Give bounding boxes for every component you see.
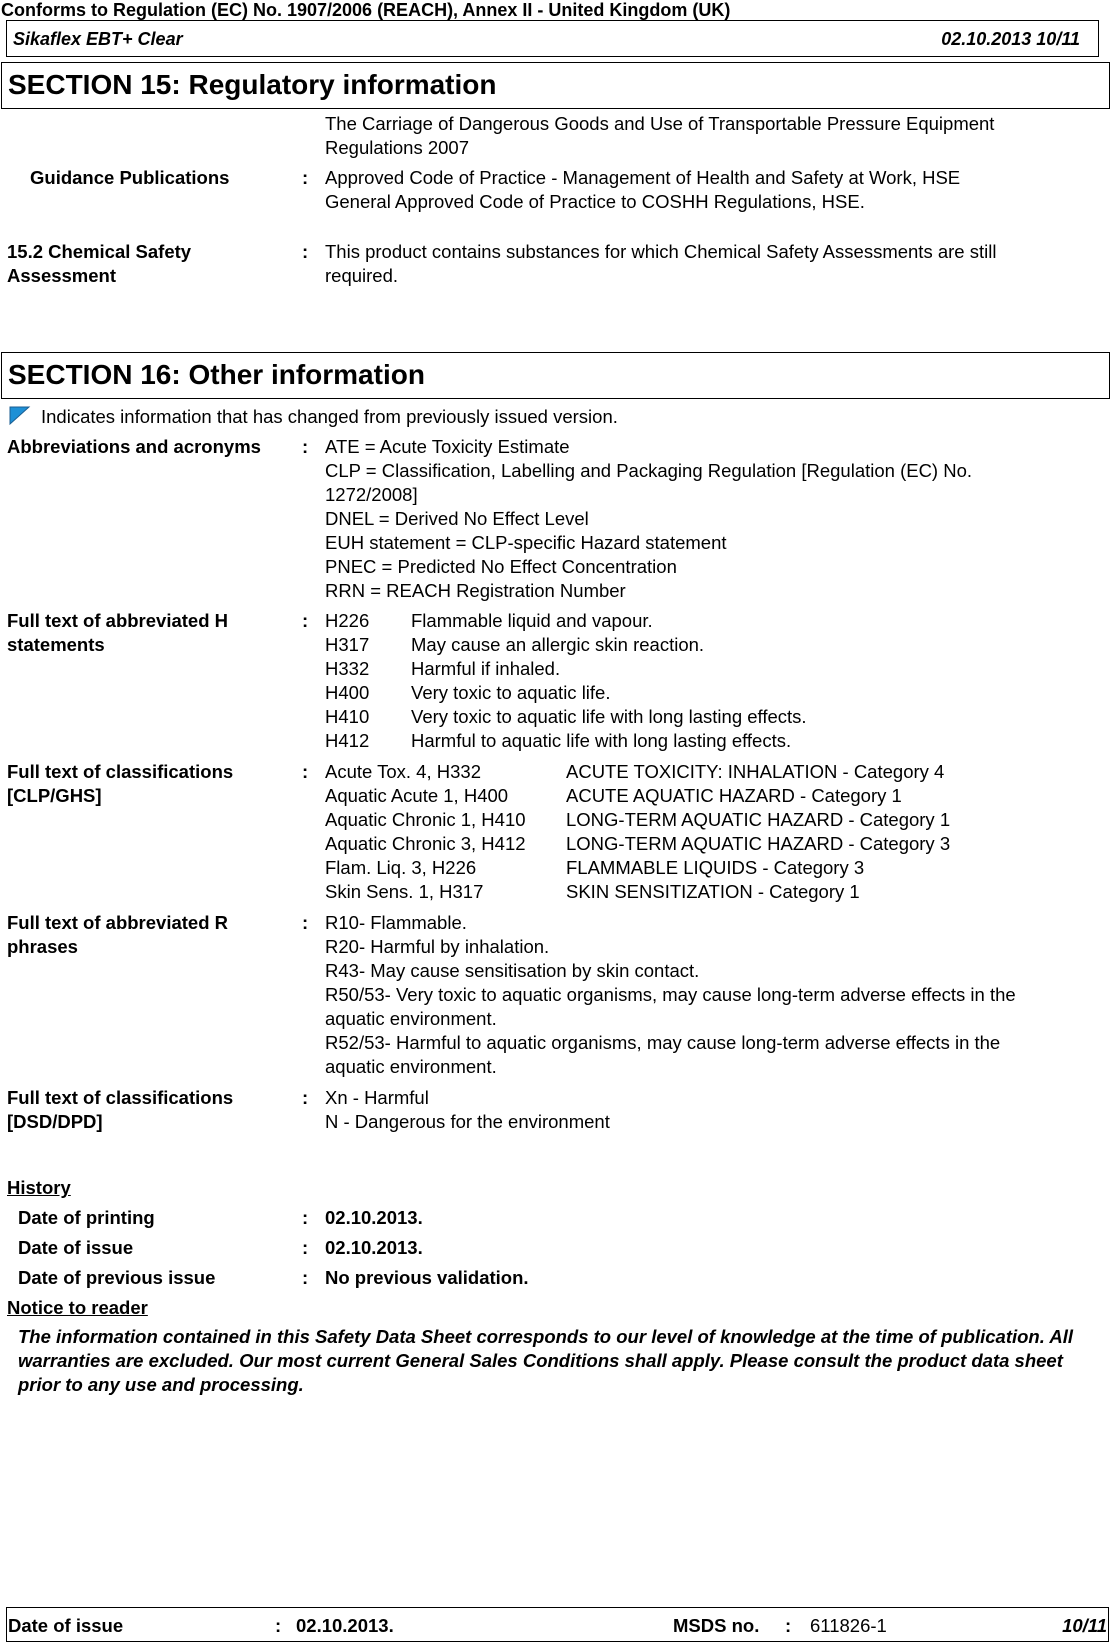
r-phrase-line: R50/53- Very toxic to aquatic organisms, may cause long-term adverse effects in the (325, 984, 1016, 1005)
classification-code: Flam. Liq. 3, H226 (325, 857, 477, 878)
label-line: phrases (7, 936, 78, 957)
h-statements-list (325, 609, 807, 753)
footer-box (6, 1607, 1109, 1642)
section-16-title: SECTION 16: Other information (8, 359, 425, 390)
r-phrase-line: aquatic environment. (325, 1008, 497, 1029)
abbreviation-line: 1272/2008] (325, 484, 418, 505)
dsd-classifications-list (325, 1086, 610, 1134)
notice-text: The information contained in this Safety Data Sheet corresponds to our level of knowledge at the time of publication. All warranties are excluded. Our most current General Sales Conditions shall apply. Please consult the product data sheet prior to any use and processing. (18, 1326, 1073, 1395)
label-line: Full text of abbreviated H (7, 610, 229, 631)
h-statement-row (325, 633, 807, 657)
colon: : (302, 1237, 309, 1258)
text-line: required. (325, 265, 399, 286)
header-date-page: 02.10.2013 10/11 (941, 29, 1080, 49)
h-text: Very toxic to aquatic life with long lasting effects. (411, 706, 807, 727)
classification-text: ACUTE AQUATIC HAZARD - Category 1 (566, 785, 902, 806)
r-phrase-line: R52/53- Harmful to aquatic organisms, may cause long-term adverse effects in the (325, 1032, 1001, 1053)
text-line: Regulations 2007 (325, 137, 469, 158)
classification-row (325, 880, 950, 904)
history-heading: History (7, 1177, 71, 1198)
classification-text: FLAMMABLE LIQUIDS - Category 3 (566, 857, 865, 878)
product-name: Sikaflex EBT+ Clear (13, 29, 183, 49)
history-value: No previous validation. (325, 1267, 529, 1288)
dsd-classifications-label (7, 1086, 233, 1134)
h-text: Harmful if inhaled. (411, 658, 561, 679)
history-label: Date of issue (18, 1237, 134, 1258)
label-line: [DSD/DPD] (7, 1111, 103, 1132)
h-statement-row (325, 705, 807, 729)
notice-heading: Notice to reader (7, 1297, 148, 1318)
h-code: H317 (325, 634, 370, 655)
r-phrase-line: R10- Flammable. (325, 912, 467, 933)
h-text: Very toxic to aquatic life. (411, 682, 611, 703)
text-line: General Approved Code of Practice to COSHH Regulations, HSE. (325, 191, 865, 212)
chemical-safety-assessment-label (7, 240, 191, 288)
classification-text: SKIN SENSITIZATION - Category 1 (566, 881, 860, 902)
classification-code: Aquatic Chronic 1, H410 (325, 809, 526, 830)
abbreviation-line: EUH statement = CLP-specific Hazard statement (325, 532, 727, 553)
history-value: 02.10.2013. (325, 1207, 423, 1228)
text-line: The Carriage of Dangerous Goods and Use of Transportable Pressure Equipment (325, 113, 995, 134)
clp-classifications-label (7, 760, 233, 808)
guidance-publications-label: Guidance Publications (30, 167, 230, 188)
h-statement-row (325, 729, 807, 753)
r-phrases-list (325, 911, 1016, 1079)
abbreviation-line: RRN = REACH Registration Number (325, 580, 626, 601)
h-statement-row (325, 657, 807, 681)
change-marker-icon (9, 406, 31, 431)
r-phrase-line: aquatic environment. (325, 1056, 497, 1077)
classification-text: LONG-TERM AQUATIC HAZARD - Category 3 (566, 833, 951, 854)
h-code: H226 (325, 610, 370, 631)
h-statement-row (325, 609, 807, 633)
h-text: Harmful to aquatic life with long lasting effects. (411, 730, 792, 751)
carriage-regulation-text (325, 112, 994, 160)
section-15-title: SECTION 15: Regulatory information (8, 69, 497, 100)
h-text: Flammable liquid and vapour. (411, 610, 653, 631)
classification-code: Aquatic Chronic 3, H412 (325, 833, 526, 854)
colon: : (275, 1615, 282, 1636)
abbreviations-list (325, 435, 972, 603)
abbreviations-label: Abbreviations and acronyms (7, 436, 261, 457)
colon: : (302, 761, 309, 782)
h-statement-row (325, 681, 807, 705)
h-code: H410 (325, 706, 370, 727)
colon: : (785, 1615, 792, 1636)
label-line: 15.2 Chemical Safety (7, 241, 192, 262)
clp-classifications-list (325, 760, 950, 904)
classification-text: ACUTE TOXICITY: INHALATION - Category 4 (566, 761, 945, 782)
label-line: Full text of classifications (7, 1087, 234, 1108)
classification-row (325, 808, 950, 832)
text-line: This product contains substances for which Chemical Safety Assessments are still (325, 241, 997, 262)
colon: : (302, 1087, 309, 1108)
label-line: Full text of classifications (7, 761, 234, 782)
footer-issue-value: 02.10.2013. (296, 1615, 394, 1636)
classification-code: Aquatic Acute 1, H400 (325, 785, 509, 806)
chemical-safety-assessment-value (325, 240, 996, 288)
classification-row (325, 784, 950, 808)
footer-msds-value: 611826-1 (810, 1615, 887, 1636)
abbreviation-line: DNEL = Derived No Effect Level (325, 508, 589, 529)
classification-code: Acute Tox. 4, H332 (325, 761, 481, 782)
section-16-heading-box (1, 352, 1110, 399)
dsd-line: N - Dangerous for the environment (325, 1111, 610, 1132)
colon: : (302, 241, 309, 262)
colon: : (302, 912, 309, 933)
dsd-line: Xn - Harmful (325, 1087, 429, 1108)
change-marker-shape (10, 407, 29, 424)
classification-row (325, 832, 950, 856)
history-value: 02.10.2013. (325, 1237, 423, 1258)
label-line: Full text of abbreviated R (7, 912, 229, 933)
h-statements-label (7, 609, 228, 657)
colon: : (302, 436, 309, 457)
footer-page-number: 10/11 (1062, 1615, 1107, 1636)
r-phrases-label (7, 911, 228, 959)
colon: : (302, 167, 309, 188)
abbreviation-line: PNEC = Predicted No Effect Concentration (325, 556, 677, 577)
footer-msds-label: MSDS no. (673, 1615, 760, 1636)
colon: : (302, 610, 309, 631)
r-phrase-line: R20- Harmful by inhalation. (325, 936, 550, 957)
classification-text: LONG-TERM AQUATIC HAZARD - Category 1 (566, 809, 951, 830)
classification-row (325, 760, 950, 784)
section-15-heading-box (1, 62, 1110, 109)
text-line: Approved Code of Practice - Management of Health and Safety at Work, HSE (325, 167, 961, 188)
regulation-header: Conforms to Regulation (EC) No. 1907/2006 (REACH), Annex II - United Kingdom (UK) (1, 0, 731, 20)
r-phrase-line: R43- May cause sensitisation by skin contact. (325, 960, 700, 981)
label-line: statements (7, 634, 105, 655)
guidance-publications-value (325, 166, 960, 214)
history-label: Date of previous issue (18, 1267, 216, 1288)
label-line: Assessment (7, 265, 117, 286)
h-code: H400 (325, 682, 370, 703)
label-line: [CLP/GHS] (7, 785, 102, 806)
colon: : (302, 1207, 309, 1228)
colon: : (302, 1267, 309, 1288)
abbreviation-line: ATE = Acute Toxicity Estimate (325, 436, 570, 457)
footer-issue-label: Date of issue (8, 1615, 124, 1636)
h-code: H332 (325, 658, 370, 679)
classification-row (325, 856, 950, 880)
product-header-box (6, 20, 1099, 57)
changed-info-note: Indicates information that has changed from previously issued version. (41, 406, 618, 427)
h-code: H412 (325, 730, 370, 751)
abbreviation-line: CLP = Classification, Labelling and Packaging Regulation [Regulation (EC) No. (325, 460, 973, 481)
h-text: May cause an allergic skin reaction. (411, 634, 705, 655)
classification-code: Skin Sens. 1, H317 (325, 881, 484, 902)
history-label: Date of printing (18, 1207, 155, 1228)
